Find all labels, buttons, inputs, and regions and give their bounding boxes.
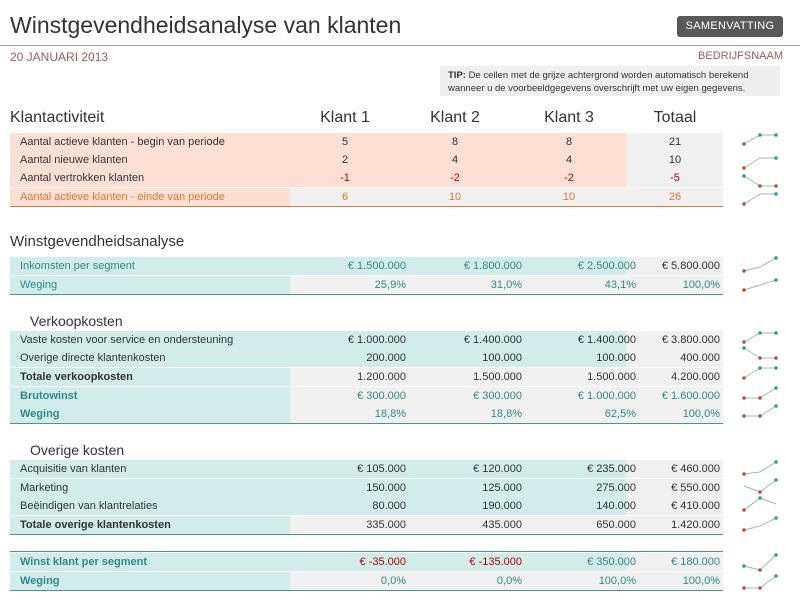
cell[interactable]: € 1.000.000: [347, 334, 406, 346]
row-label: Inkomsten per segment: [20, 260, 135, 272]
row-label: Aantal vertrokken klanten: [20, 172, 145, 184]
table-row: [10, 479, 723, 497]
cell[interactable]: € 105.000: [357, 463, 406, 475]
cell: 43,1%: [604, 279, 636, 291]
cell: € -135.000: [469, 556, 522, 568]
tip-text: De cellen met de grijze achtergrond worden automatisch berekend wanneer u de voorbeeldgegevens overschrijft met uw eigen gegevens.: [448, 70, 749, 94]
cell: 6: [341, 191, 349, 203]
cell: 1.200.000: [357, 371, 406, 383]
sparkline-net: [740, 552, 780, 592]
col-header-klant2: Klant 2: [430, 109, 480, 126]
cell[interactable]: 150.000: [366, 482, 406, 494]
col-header-totaal: Totaal: [653, 109, 697, 126]
cell: 650.000: [596, 519, 636, 531]
row-label: Brutowinst: [20, 390, 78, 402]
row-label: Weging: [20, 279, 58, 291]
cell[interactable]: 100.000: [482, 352, 522, 364]
cell: € 180.000: [671, 556, 720, 568]
cell: € 410.000: [671, 500, 720, 512]
cell: 10: [562, 191, 576, 203]
table-row: [10, 151, 723, 169]
cell[interactable]: 8: [565, 136, 573, 148]
other-heading: Overige kosten: [30, 442, 125, 458]
table-row: [10, 368, 723, 386]
cell[interactable]: 5: [341, 136, 349, 148]
cell: € 1.600.000: [661, 390, 720, 402]
cell[interactable]: 4: [451, 154, 459, 166]
summary-button[interactable]: SAMENVATTING: [677, 16, 783, 37]
cell: 18,8%: [374, 408, 406, 420]
table-row: [10, 553, 723, 571]
cell[interactable]: € 1.800.000: [463, 260, 522, 272]
row-label: Weging: [20, 575, 60, 587]
cell: € 5.800.000: [661, 260, 720, 272]
table-row: [10, 276, 723, 294]
cell: 18,8%: [490, 408, 522, 420]
row-label: Weging: [20, 408, 60, 420]
page-title: Winstgevendheidsanalyse van klanten: [10, 12, 402, 38]
report-date: 20 JANUARI 2013: [10, 50, 109, 64]
cell[interactable]: -1: [340, 172, 350, 184]
cell[interactable]: € 120.000: [473, 463, 522, 475]
cell: 10: [668, 154, 682, 166]
table-row: [10, 497, 723, 515]
table-row: [10, 460, 723, 478]
cell[interactable]: 275.000: [596, 482, 636, 494]
cell: € 300.000: [473, 390, 522, 402]
row-label: Marketing: [20, 482, 69, 494]
header-divider: [0, 45, 800, 46]
cell[interactable]: -2: [450, 172, 460, 184]
section-overline: [10, 551, 723, 552]
table-row: [10, 331, 723, 349]
table-row: [10, 405, 723, 423]
sparkline-activity: [740, 130, 780, 210]
table-row: [10, 516, 723, 534]
cell: 26: [668, 191, 682, 203]
cell[interactable]: -2: [564, 172, 574, 184]
cell[interactable]: 125.000: [482, 482, 522, 494]
cell: 62,5%: [604, 408, 636, 420]
cell[interactable]: € 2.500.000: [577, 260, 636, 272]
row-label: Totale verkoopkosten: [20, 371, 133, 383]
cell: -5: [670, 172, 680, 184]
table-row: [10, 387, 723, 405]
cell[interactable]: € 1.400.000: [577, 334, 636, 346]
section-underline: [10, 294, 723, 295]
cell: 335.000: [366, 519, 406, 531]
sparkline-sales: [740, 328, 780, 423]
company-name: BEDRIJFSNAAM: [698, 50, 783, 62]
row-label: Totale overige klantenkosten: [20, 519, 171, 531]
cell: 100,0%: [682, 408, 720, 420]
cell: € 3.800.000: [661, 334, 720, 346]
cell: € 350.000: [587, 556, 636, 568]
cell[interactable]: 140.000: [596, 500, 636, 512]
tip-box: [440, 66, 780, 96]
table-row: [10, 169, 723, 187]
cell[interactable]: 4: [565, 154, 573, 166]
cell: 25,9%: [374, 279, 406, 291]
cell: 21: [668, 136, 682, 148]
table-row: [10, 572, 723, 590]
cell: € 300.000: [357, 390, 406, 402]
section-underline: [10, 423, 723, 424]
cell: 0,0%: [496, 575, 522, 587]
row-label: Acquisitie van klanten: [20, 463, 127, 475]
cell[interactable]: 2: [341, 154, 349, 166]
cell: 435.000: [482, 519, 522, 531]
sparkline-other: [740, 458, 780, 533]
cell[interactable]: 200.000: [366, 352, 406, 364]
row-label: Aantal actieve klanten - begin van periode: [20, 136, 225, 148]
activity-heading: Klantactiviteit: [10, 109, 105, 126]
cell: 31,0%: [490, 279, 522, 291]
col-header-klant3: Klant 3: [544, 109, 594, 126]
cell[interactable]: 190.000: [482, 500, 522, 512]
table-row: [10, 349, 723, 367]
cell: € 1.000.000: [577, 390, 636, 402]
row-label: Aantal actieve klanten - einde van periode: [20, 191, 225, 203]
cell: 1.500.000: [587, 371, 636, 383]
cell: 10: [448, 191, 462, 203]
table-row: [10, 257, 723, 275]
table-row: [10, 133, 723, 151]
profit-heading: Winstgevendheidsanalyse: [10, 233, 185, 250]
cell: 100,0%: [598, 575, 636, 587]
cell: € 460.000: [671, 463, 720, 475]
cell[interactable]: 100.000: [596, 352, 636, 364]
row-label: Beëindigen van klantrelaties: [20, 500, 158, 512]
cell[interactable]: € 1.500.000: [347, 260, 406, 272]
cell[interactable]: 8: [451, 136, 459, 148]
row-label: Winst klant per segment: [20, 556, 148, 568]
sparkline-profit: [740, 256, 780, 296]
cell: 100,0%: [682, 279, 720, 291]
cell[interactable]: € 235.000: [587, 463, 636, 475]
cell[interactable]: 80.000: [372, 500, 406, 512]
col-header-klant1: Klant 1: [320, 109, 370, 126]
sales-heading: Verkoopkosten: [30, 313, 123, 329]
row-label: Aantal nieuwe klanten: [20, 154, 128, 166]
cell: € -35.000: [359, 556, 406, 568]
cell: 4.200.000: [671, 371, 720, 383]
section-underline: [10, 206, 723, 207]
cell: € 550.000: [671, 482, 720, 494]
tip-label: TIP:: [448, 70, 466, 81]
cell: 1.420.000: [671, 519, 720, 531]
cell: 400.000: [680, 352, 720, 364]
row-label: Overige directe klantenkosten: [20, 352, 166, 364]
cell: 1.500.000: [473, 371, 522, 383]
table-row: [10, 188, 723, 206]
section-underline: [10, 534, 723, 535]
cell: 0,0%: [380, 575, 406, 587]
cell[interactable]: € 1.400.000: [463, 334, 522, 346]
row-label: Vaste kosten voor service en ondersteuning: [20, 334, 234, 346]
section-underline: [10, 590, 723, 591]
cell: 100,0%: [682, 575, 720, 587]
